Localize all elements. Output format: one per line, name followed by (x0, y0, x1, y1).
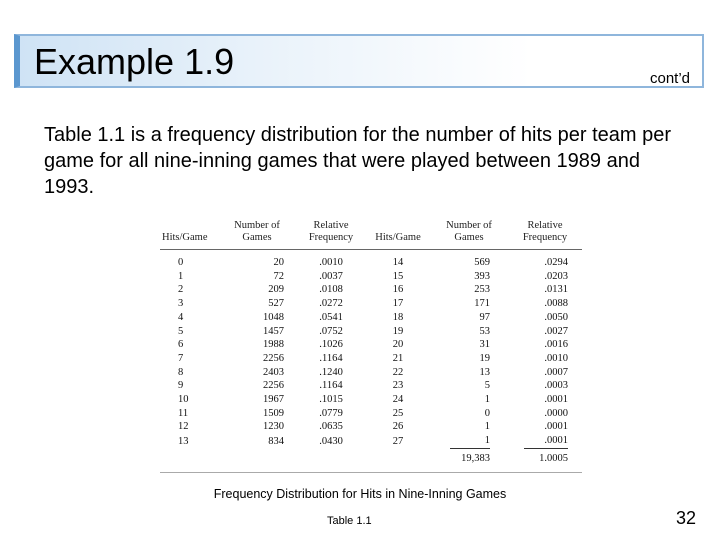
table-cell: 6 (178, 339, 184, 351)
table-body (160, 250, 582, 472)
table-cell: 20 (273, 257, 284, 268)
table-cell: 1 (178, 270, 184, 282)
table-cell: .0088 (544, 298, 568, 310)
table-cell: .0050 (544, 311, 568, 323)
table-row (160, 297, 582, 311)
table-cell: 2256 (263, 380, 284, 392)
table-label: Table 1.1 (327, 515, 372, 527)
table-cell: 24 (392, 394, 404, 406)
table-cell: 10 (178, 394, 189, 406)
table-cell-empty (296, 449, 366, 472)
table-row (160, 379, 582, 393)
table-row (160, 250, 582, 270)
table-cell: .0272 (319, 298, 343, 310)
table-cell: .0016 (544, 339, 568, 351)
table-cell: 31 (479, 339, 490, 351)
table-row (160, 366, 582, 380)
table-cell: 17 (392, 298, 404, 310)
table-cell: 3 (178, 298, 184, 310)
table-cell: .0294 (544, 257, 568, 268)
table-cell: 0 (178, 257, 184, 268)
table-totals-row (160, 449, 582, 472)
table-cell: 19 (392, 325, 404, 337)
table-cell: 209 (268, 284, 284, 296)
table-row (160, 325, 582, 339)
header-number-of-games-1: Number of Games (218, 218, 296, 250)
table-cell: 1967 (263, 394, 284, 406)
table-cell: 1988 (263, 339, 284, 351)
table-cell-value: 1 (450, 434, 490, 449)
table-row (160, 311, 582, 325)
table-cell: 171 (474, 298, 490, 310)
table-cell-empty (218, 449, 296, 472)
table-row (160, 338, 582, 352)
table-cell: .0010 (544, 352, 568, 364)
table-cell: .0001 (544, 421, 568, 433)
table-cell: 1509 (263, 407, 284, 419)
table-header-row (160, 218, 582, 250)
table-cell: 253 (474, 284, 490, 296)
table-cell: 5 (178, 325, 184, 337)
table-cell: 21 (392, 352, 404, 364)
header-hits-game-2: Hits/Game (366, 218, 430, 250)
table-cell-empty (160, 449, 218, 472)
table-cell: 25 (392, 407, 404, 419)
table-cell: 9 (178, 380, 184, 392)
table-cell: 15 (392, 270, 404, 282)
table-cell: .0007 (544, 366, 568, 378)
table-cell: 7 (178, 352, 184, 364)
table-cell: 2 (178, 284, 184, 296)
table-cell: .0635 (319, 421, 343, 433)
slide-title: Example 1.9 (34, 41, 235, 82)
table-cell: .0027 (544, 325, 568, 337)
table-cell: 569 (474, 257, 490, 268)
table-cell: .1164 (319, 380, 343, 392)
table-cell: 4 (178, 311, 184, 323)
table-cell-empty (366, 449, 430, 472)
table-cell: 72 (273, 270, 284, 282)
table-cell: 13 (479, 366, 490, 378)
frequency-table (160, 218, 582, 473)
table-cell: .0430 (319, 435, 343, 447)
table-cell: 23 (392, 380, 404, 392)
table-cell: .0108 (319, 284, 343, 296)
table-row (160, 352, 582, 366)
table-caption: Frequency Distribution for Hits in Nine-Inning Games (213, 487, 507, 501)
table-cell: 1230 (263, 421, 284, 433)
header-relative-frequency-2: Relative Frequency (508, 218, 582, 250)
table-cell: 1 (484, 394, 490, 406)
table-cell: 13 (178, 435, 189, 447)
table-cell-value: .0001 (524, 434, 568, 449)
table-cell: 5 (484, 380, 490, 392)
table-cell: 53 (479, 325, 490, 337)
table-row (160, 434, 582, 449)
total-frequency: 1.0005 (539, 452, 568, 464)
header-hits-game-1: Hits/Game (160, 218, 218, 250)
header-relative-frequency-1: Relative Frequency (296, 218, 366, 250)
table-cell: .0000 (544, 407, 568, 419)
table-bottom-rule (160, 472, 582, 473)
table-cell: .1240 (319, 366, 343, 378)
page-number: 32 (676, 508, 697, 528)
table-row (160, 393, 582, 407)
table-cell: 16 (392, 284, 404, 296)
table-cell: .0752 (319, 325, 343, 337)
table-cell: 0 (484, 407, 490, 419)
table-cell: 18 (392, 311, 404, 323)
table-cell (430, 434, 508, 449)
table-row (160, 283, 582, 297)
table-cell: 1048 (263, 311, 284, 323)
table-cell: .1026 (319, 339, 343, 351)
table-cell: .1164 (319, 352, 343, 364)
table-cell: 527 (268, 298, 284, 310)
header-number-of-games-2: Number of Games (430, 218, 508, 250)
table-cell (508, 434, 582, 449)
table-cell: 834 (268, 435, 284, 447)
table-cell: 1457 (263, 325, 284, 337)
table-cell: 14 (392, 257, 404, 268)
table-cell: .0001 (544, 394, 568, 406)
table-cell: .1015 (319, 394, 343, 406)
table-cell: .0541 (319, 311, 343, 323)
table-cell: .0779 (319, 407, 343, 419)
table-row (160, 270, 582, 284)
table-cell: .0131 (544, 284, 568, 296)
table-cell: 22 (392, 366, 404, 378)
table-cell: 26 (392, 421, 404, 433)
table-cell: 393 (474, 270, 490, 282)
table-cell: 1 (484, 421, 490, 433)
table-row (160, 420, 582, 434)
total-games: 19,383 (461, 452, 490, 464)
table-cell: 20 (392, 339, 404, 351)
table-cell: 27 (392, 435, 404, 447)
table-cell: 2403 (263, 366, 284, 378)
table-cell: 2256 (263, 352, 284, 364)
table-cell: 8 (178, 366, 184, 378)
table-cell: 11 (178, 407, 189, 419)
table-cell: .0010 (319, 257, 343, 268)
continued-label: cont’d (650, 70, 691, 87)
table-cell: 19 (479, 352, 490, 364)
table-cell: .0003 (544, 380, 568, 392)
table-row (160, 407, 582, 421)
table-cell: 97 (479, 311, 490, 323)
table-cell: 12 (178, 421, 189, 433)
table-cell: .0203 (544, 270, 568, 282)
table-cell: .0037 (319, 270, 343, 282)
intro-paragraph: Table 1.1 is a frequency distribution for the number of hits per team per game for all nine-inning games that were played between 1989 and 1993. (44, 124, 672, 198)
